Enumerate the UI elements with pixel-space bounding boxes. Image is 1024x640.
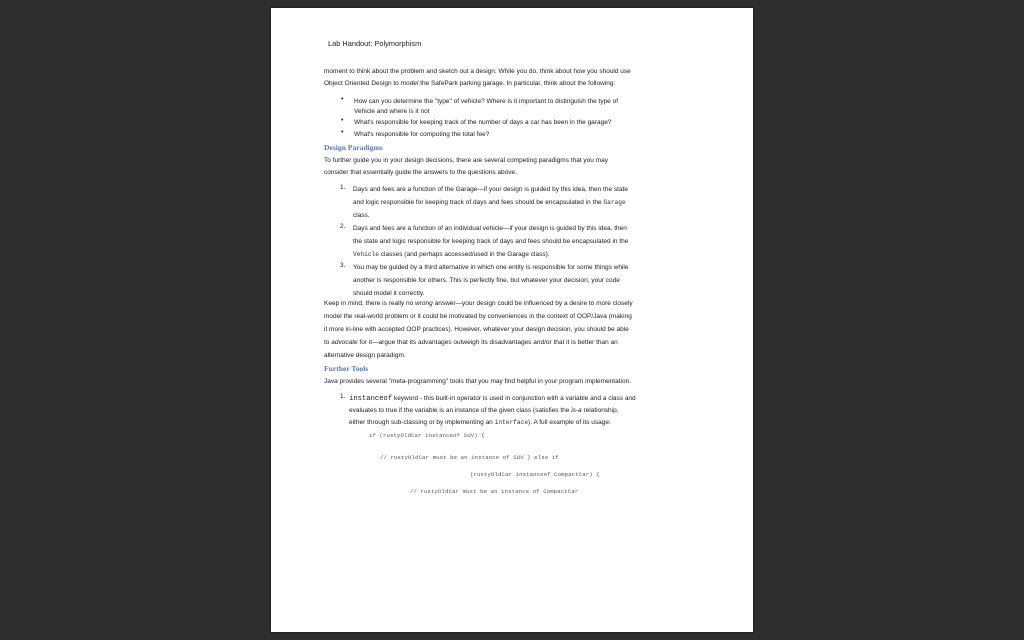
bullet-text: What's responsible for computing the total fee? [354, 131, 490, 138]
bullet-text: Vehicle and where is it not [354, 108, 430, 115]
tool-line: evaluates to true if the variable is an instance of the given class (satisfies the is-a relationship, [349, 407, 619, 414]
keep-in-mind-line: to advocate for it—argue that its advantages outweigh its disadvantages and/or that it is better than an [324, 339, 618, 346]
paradigm-line: Days and fees are a function of an individual vehicle—if your design is guided by this idea, then [353, 225, 627, 232]
paradigm-line: the state and logic responsible for keeping track of days and fees should be encapsulated in the [353, 238, 629, 245]
paradigm-line: You may be guided by a third alternative in which one entity is responsible for some things while [353, 264, 629, 271]
bullet-text: How can you determine the "type" of vehicle? Where is it important to distinguish the type of [354, 98, 619, 105]
design-intro-line: To further guide you in your design decisions, there are several competing paradigms that you may [324, 157, 608, 164]
paradigm-line: should model it correctly. [353, 290, 425, 297]
intro-line: moment to think about the problem and sketch out a design. While you do, think about how you should use [324, 68, 631, 75]
bullet-marker: • [341, 129, 344, 136]
tools-intro: Java provides several "meta-programming" tools that you may find helpful in your program implementation. [324, 378, 632, 385]
design-paradigms-heading: Design Paradigms [324, 143, 383, 152]
code-line: if (rustyOldCar instanceof SUV) { [369, 432, 485, 439]
paradigm-number: 3. [340, 262, 346, 269]
keep-in-mind-line: Keep in mind, there is really no wrong answer—your design could be influenced by a desire to more closely [324, 300, 633, 307]
paradigm-number: 2. [340, 223, 346, 230]
page-header: Lab Handout: Polymorphism [328, 39, 422, 48]
paradigm-line: Days and fees are a function of the Garage—if your design is guided by this idea, then the state [353, 186, 628, 193]
design-intro-line: consider that essentially guide the answers to the questions above. [324, 169, 517, 176]
paradigm-line: class. [353, 212, 370, 219]
intro-line: Object Oriented Design to model the SafePark parking garage. In particular, think about the following: [324, 80, 616, 87]
further-tools-heading: Further Tools [324, 364, 369, 373]
tool-line: either through sub-classing or by implementing an interface). A full example of its usage: [349, 419, 611, 426]
document-page [271, 8, 753, 632]
code-line: // rustyOldCar must be an instance of SUV } else if [380, 454, 559, 461]
paradigm-number: 1. [340, 184, 346, 191]
bullet-marker: • [341, 96, 344, 103]
bullet-text: What's responsible for keeping track of the number of days a car has been in the garage? [354, 119, 612, 126]
keep-in-mind-line: model the real-world problem or it could be motivated by conveniences in the context of OOP/Java (making [324, 313, 632, 320]
tool-line: instanceof keyword - this built-in operator is used in conjunction with a variable and a class and [349, 395, 636, 403]
code-line: (rustyOldCar instanceof CompactCar) { [470, 471, 600, 478]
code-line: // rustyOldCar must be an instance of CompactCar [410, 488, 579, 495]
paradigm-line: and logic responsible for keeping track of days and fees should be encapsulated in the Garage [353, 199, 626, 206]
tool-number: 1. [340, 393, 346, 400]
bullet-marker: • [341, 117, 344, 124]
keep-in-mind-line: it more in-line with accepted OOP practices). However, whatever your design decision, you should be able [324, 326, 629, 333]
keep-in-mind-line: alternative design paradigm. [324, 352, 406, 359]
paradigm-line: another is responsible for others. This is perfectly fine, but whatever your decision, your code [353, 277, 620, 284]
paradigm-line: Vehicle classes (and perhaps accessed/used in the Garage class). [353, 251, 550, 258]
